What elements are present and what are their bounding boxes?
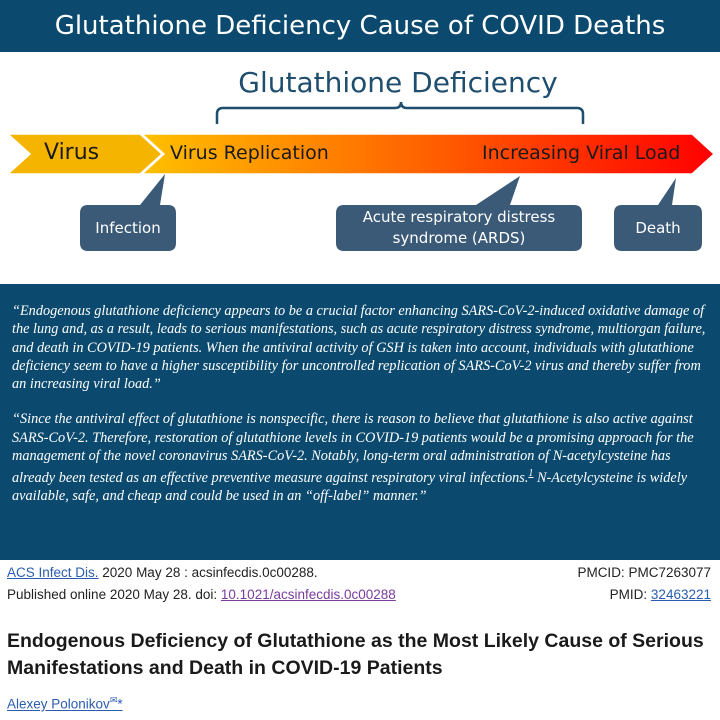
author-star: * — [117, 696, 123, 712]
citation-block — [0, 560, 720, 720]
citation-row-2 — [7, 587, 711, 602]
ards-label-line1: Acute respiratory distress — [362, 208, 556, 226]
increasing-viral-load-label: Increasing Viral Load — [482, 142, 681, 164]
footnote-ref-link[interactable]: 1 — [528, 468, 534, 480]
ards-label-line2: syndrome (ARDS) — [392, 229, 526, 247]
pmid — [610, 587, 711, 602]
virus-replication-label: Virus Replication — [170, 142, 329, 164]
pmcid: PMCID: PMC7263077 — [577, 565, 711, 580]
journal-line — [7, 565, 318, 580]
author-link[interactable] — [7, 695, 123, 712]
glutathione-diagram — [0, 52, 720, 284]
paper-title: Endogenous Deficiency of Glutathione as the Most Likely Cause of Serious Manifestations and Death in COVID-19 Patients — [7, 630, 704, 679]
quote-1: “Endogenous glutathione deficiency appears to be a crucial factor enhancing SARS-CoV-2-induced oxidative damage of the lung and, as a result, leads to serious manifestations, such as acute respiratory distress syndrome, multiorgan failure, and death in COVID-19 patients. When the antiviral activity of GSH is taken into account, individuals with glutathione deficiency seem to have a higher susceptibility for uncontrolled replication of SARS-CoV-2 virus and thereby suffer from an increasing viral load.” — [12, 303, 706, 393]
brace-shape — [217, 102, 583, 124]
doi-link[interactable]: 10.1021/acsinfecdis.0c00288 — [220, 587, 396, 602]
quote-2 — [12, 410, 708, 505]
published-line — [7, 587, 396, 602]
published-text: Published online 2020 May 28. doi: — [7, 587, 221, 602]
citation-row-1 — [7, 565, 711, 580]
journal-link[interactable]: ACS Infect Dis. — [7, 565, 99, 580]
death-label: Death — [635, 218, 681, 237]
glutathione-deficiency-label: Glutathione Deficiency — [238, 66, 558, 99]
quote-2-text: “Since the antiviral effect of glutathione is nonspecific, there is reason to believe that glutathione is also active against SARS-CoV-2. Therefore, restoration of glutathione levels in COVID-19 patients would be a promising approach for the management of the novel coronavirus SARS-CoV-2. Notably, long-term oral administration of N-acetylcysteine has already been tested as an effective preventive measure against respiratory viral infections. — [12, 411, 694, 487]
ards-label — [336, 205, 582, 251]
page-title: Glutathione Deficiency Cause of COVID Deaths — [0, 0, 720, 52]
journal-date: 2020 May 28 : acsinfecdis.0c00288. — [98, 565, 318, 580]
quote-panel — [0, 284, 720, 560]
pmid-link[interactable]: 32463221 — [650, 587, 711, 602]
virus-label: Virus — [44, 140, 100, 165]
quote-2-text-end: N-Acetylcysteine is widely available, safe, and cheap and could be used in an “off-label” manner.” — [12, 470, 688, 505]
infection-label: Infection — [95, 218, 161, 237]
mail-icon[interactable]: ✉ — [109, 695, 118, 705]
author-name[interactable]: Alexey Polonikov — [7, 696, 110, 712]
pmid-label: PMID: — [609, 587, 651, 602]
